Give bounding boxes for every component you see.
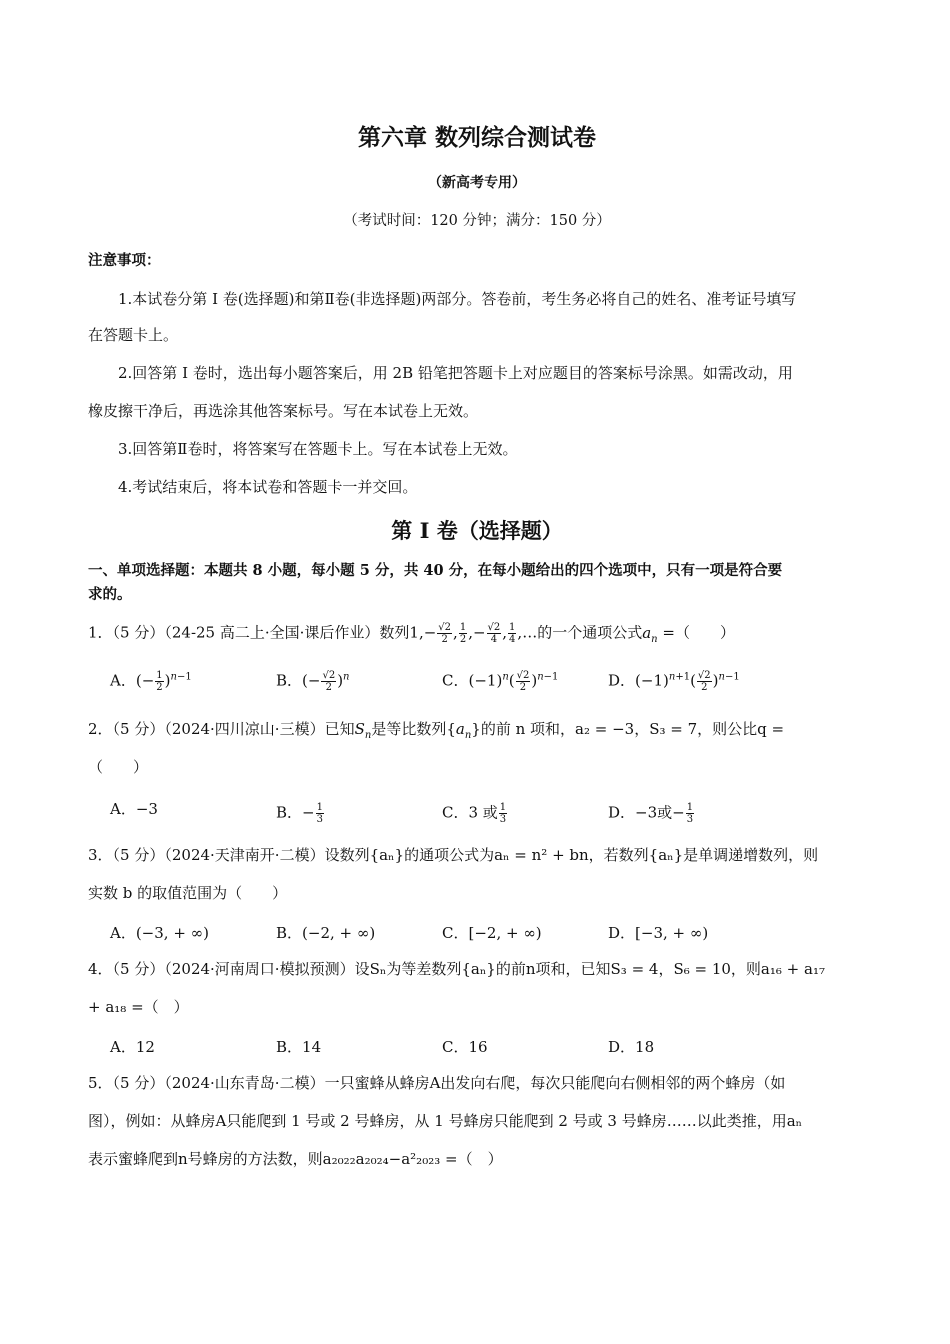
q2-option-c[interactable]: C．3 或 $\frac{1}{3}$: [442, 802, 507, 825]
q1-blank: =（ ）: [662, 623, 735, 642]
question-3-options: [88, 926, 866, 941]
q2-option-d[interactable]: D．−3或− $\frac{1}{3}$: [608, 802, 694, 825]
q1-prefix: 1．（5 分）（24-25 高二上·全国·课后作业）数列1,−: [88, 623, 437, 642]
q2-option-a[interactable]: A．−3: [110, 800, 158, 818]
q1-option-c[interactable]: C．$(-1)^n$( $\frac{√2}{2}$ )$^{n-1}$: [442, 670, 559, 693]
page-subtitle: （新高考专用）: [428, 175, 526, 191]
note-1-line-2: 在答题卡上。: [88, 326, 179, 344]
section-instructions-line-1: 一、单项选择题：本题共 8 小题，每小题 5 分，共 40 分，在每小题给出的四个选项中，只有一项是符合要: [88, 562, 783, 579]
q1-frac-4: $\frac{1}{4}$: [509, 622, 516, 645]
q1-frac-1: $\frac{√2}{2}$: [438, 622, 452, 645]
question-4-line-2: + a₁₈ =（ ）: [88, 998, 189, 1016]
q1-option-a[interactable]: A．(− $\frac{1}{2}$ )$^{n-1}$: [110, 670, 192, 693]
q3-option-c[interactable]: C．[−2, + ∞): [442, 924, 542, 942]
question-5-line-3: 表示蜜蜂爬到n号蜂房的方法数，则a₂₀₂₂a₂₀₂₄−a²₂₀₂₃ =（ ）: [88, 1150, 503, 1168]
q4-option-b[interactable]: B．14: [276, 1038, 322, 1056]
notes-heading: 注意事项：: [88, 252, 161, 269]
question-4-line-1: 4．（5 分）（2024·河南周口·模拟预测）设Sₙ为等差数列{aₙ}的前n项和，已知S₃ = 4，S₆ = 10，则a₁₆ + a₁₇: [88, 960, 825, 978]
q3-option-b[interactable]: B．(−2, + ∞): [276, 924, 376, 942]
q1-option-b[interactable]: B．(− $\frac{√2}{2}$ )$^n$: [276, 670, 350, 693]
note-2-line-1: 2.回答第 I 卷时，选出每小题答案后，用 2B 铅笔把答题卡上对应题目的答案标号涂黑。如需改动，用: [118, 364, 793, 382]
note-2-line-2: 橡皮擦干净后，再选涂其他答案标号。写在本试卷上无效。: [88, 402, 479, 420]
q2-option-b[interactable]: B．− $\frac{1}{3}$: [276, 802, 323, 825]
question-3-line-2: 实数 b 的取值范围为（ ）: [88, 884, 288, 902]
question-4-options: [88, 1040, 866, 1055]
q3-option-a[interactable]: A．(−3, + ∞): [110, 924, 210, 942]
question-2-options: [88, 802, 866, 825]
question-3-line-1: 3．（5 分）（2024·天津南开·二模）设数列{aₙ}的通项公式为aₙ = n² + bn，若数列{aₙ}是单调递增数列，则: [88, 846, 819, 864]
page-title: 第六章 数列综合测试卷: [357, 124, 596, 151]
question-1-stem: 1．（5 分）（24-25 高二上·全国·课后作业）数列1,− $\frac{√2}{2}$ , $\frac{1}{2}$ ,− $\frac{√2}{4}$ , $\frac{1}{4}$ ,…的一个通项公式$a_n$ =（ ）: [88, 622, 735, 645]
q1-option-d[interactable]: D．$(-1)^{n+1}$( $\frac{√2}{2}$ )$^{n-1}$: [608, 670, 740, 693]
section-instructions-line-2: 求的。: [88, 586, 132, 603]
note-3: 3.回答第Ⅱ卷时，将答案写在答题卡上。写在本试卷上无效。: [118, 440, 518, 458]
note-4: 4.考试结束后，将本试卷和答题卡一并交回。: [118, 478, 418, 496]
note-1-line-1: 1.本试卷分第 I 卷(选择题)和第Ⅱ卷(非选择题)两部分。答卷前，考生务必将自己的姓名、准考证号填写: [118, 290, 797, 308]
q1-frac-2: $\frac{1}{2}$: [459, 622, 467, 645]
section-title: 第 I 卷（选择题）: [391, 518, 563, 543]
q3-option-d[interactable]: D．[−3, + ∞): [608, 924, 709, 942]
exam-info: （考试时间：120 分钟；满分：150 分）: [343, 213, 611, 229]
question-5-line-2: 图），例如：从蜂房A只能爬到 1 号或 2 号蜂房，从 1 号蜂房只能爬到 2 号或 3 号蜂房……以此类推，用aₙ: [88, 1112, 803, 1130]
q1-frac-3: $\frac{√2}{4}$: [487, 622, 501, 645]
q4-option-d[interactable]: D．18: [608, 1038, 655, 1056]
q4-option-a[interactable]: A．12: [110, 1038, 155, 1056]
question-1-options: [88, 670, 866, 693]
q4-option-c[interactable]: C．16: [442, 1038, 488, 1056]
question-2-stem: 2．（5 分）（2024·四川凉山·三模）已知$S_n$是等比数列$\{a_n\}$的前 n 项和，a₂ = −3，S₃ = 7，则公比q =: [88, 720, 785, 741]
q1-suffix: …的一个通项公式: [522, 623, 643, 642]
question-2-blank: （ ）: [88, 758, 149, 776]
question-5-line-1: 5．（5 分）（2024·山东青岛·二模）一只蜜蜂从蜂房A出发向右爬，每次只能爬向右侧相邻的两个蜂房（如: [88, 1074, 786, 1092]
